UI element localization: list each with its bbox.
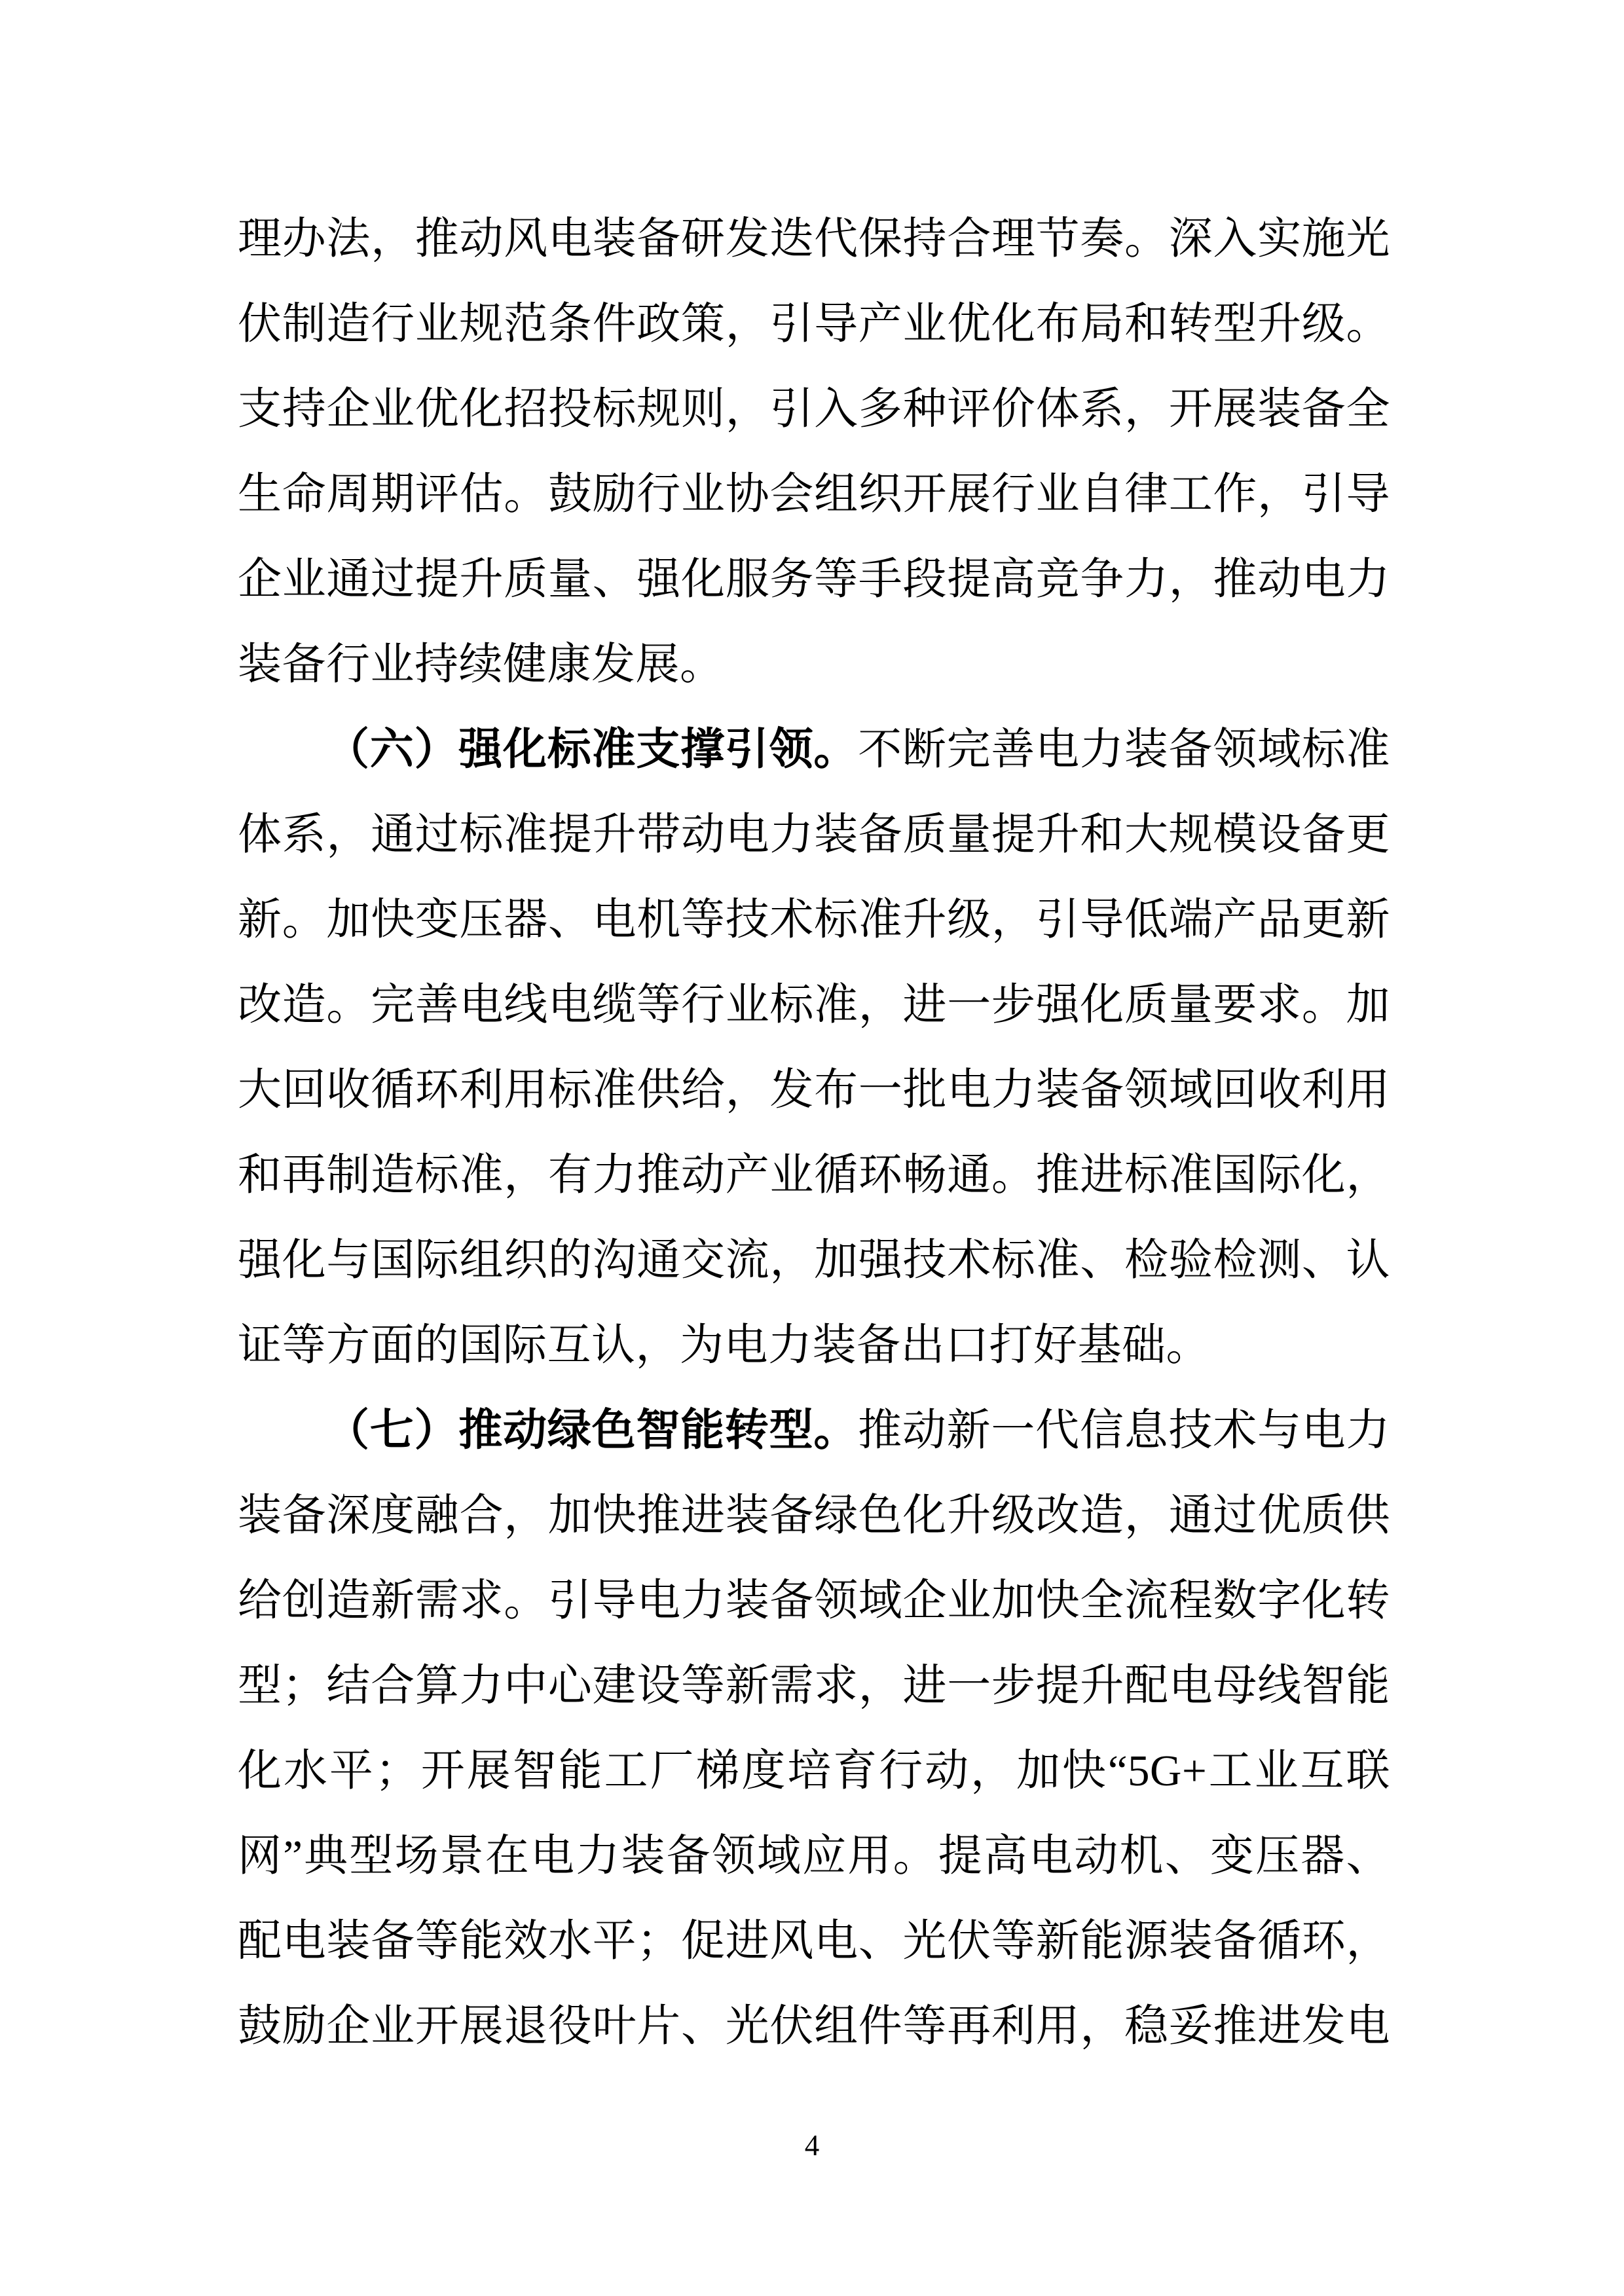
text-run: 化水平；开展智能工厂梯度培育行动，加快“5G+工业互联 — [238, 1747, 1390, 1795]
text-run: 体系，通过标准提升带动电力装备质量提升和大规模设备更 — [238, 811, 1390, 859]
page-number: 4 — [804, 2129, 820, 2162]
text-run: 不断完善电力装备领域标准 — [858, 725, 1391, 774]
section-heading-run: （六）强化标准支撑引领。 — [325, 725, 858, 774]
text-run: 证等方面的国际互认，为电力装备出口打好基础。 — [238, 1321, 1210, 1370]
text-run: 给创造新需求。引导电力装备领域企业加快全流程数字化转 — [238, 1576, 1390, 1625]
text-line — [238, 1218, 1390, 1303]
text-line — [238, 1388, 1390, 1473]
document-body — [238, 196, 1390, 2069]
text-line — [238, 1984, 1390, 2069]
text-line — [238, 1558, 1390, 1643]
text-run: 企业通过提升质量、强化服务等手段提高竞争力，推动电力 — [238, 555, 1390, 604]
text-line — [238, 1728, 1390, 1813]
text-line — [238, 1643, 1390, 1728]
text-line — [238, 1048, 1390, 1133]
text-line — [238, 1899, 1390, 1984]
text-run: 大回收循环利用标准供给，发布一批电力装备领域回收利用 — [238, 1066, 1390, 1114]
text-run: 型；结合算力中心建设等新需求，进一步提升配电母线智能 — [238, 1662, 1390, 1710]
text-run: 鼓励企业开展退役叶片、光伏组件等再利用，稳妥推进发电 — [238, 2002, 1390, 2050]
text-line — [238, 282, 1390, 367]
text-run: 推动新一代信息技术与电力 — [858, 1406, 1391, 1455]
text-run: 伏制造行业规范条件政策，引导产业优化布局和转型升级。 — [238, 300, 1390, 348]
text-line — [238, 622, 1390, 707]
text-run: 强化与国际组织的沟通交流，加强技术标准、检验检测、认 — [238, 1236, 1390, 1285]
text-line — [238, 1133, 1390, 1218]
text-run: 配电装备等能效水平；促进风电、光伏等新能源装备循环， — [238, 1917, 1390, 1965]
text-line — [238, 792, 1390, 877]
text-run: 生命周期评估。鼓励行业协会组织开展行业自律工作，引导 — [238, 470, 1390, 519]
text-run: 支持企业优化招投标规则，引入多种评价体系，开展装备全 — [238, 385, 1390, 433]
text-line — [238, 1473, 1390, 1558]
text-line — [238, 1303, 1390, 1388]
text-run: 改造。完善电线电缆等行业标准，进一步强化质量要求。加 — [238, 981, 1390, 1029]
text-line — [238, 707, 1390, 792]
text-line — [238, 537, 1390, 622]
section-heading-run: （七）推动绿色智能转型。 — [325, 1406, 858, 1455]
text-line — [238, 452, 1390, 537]
text-run: 理办法，推动风电装备研发迭代保持合理节奏。深入实施光 — [238, 215, 1390, 263]
text-line — [238, 367, 1390, 452]
text-run: 装备行业持续健康发展。 — [238, 640, 724, 689]
text-line — [238, 196, 1390, 282]
text-run: 网”典型场景在电力装备领域应用。提高电动机、变压器、 — [238, 1832, 1390, 1880]
text-run: 和再制造标准，有力推动产业循环畅通。推进标准国际化， — [238, 1151, 1390, 1199]
text-line — [238, 1813, 1390, 1899]
text-run: 装备深度融合，加快推进装备绿色化升级改造，通过优质供 — [238, 1491, 1390, 1540]
text-line — [238, 877, 1390, 962]
text-line — [238, 962, 1390, 1048]
text-run: 新。加快变压器、电机等技术标准升级，引导低端产品更新 — [238, 896, 1390, 944]
